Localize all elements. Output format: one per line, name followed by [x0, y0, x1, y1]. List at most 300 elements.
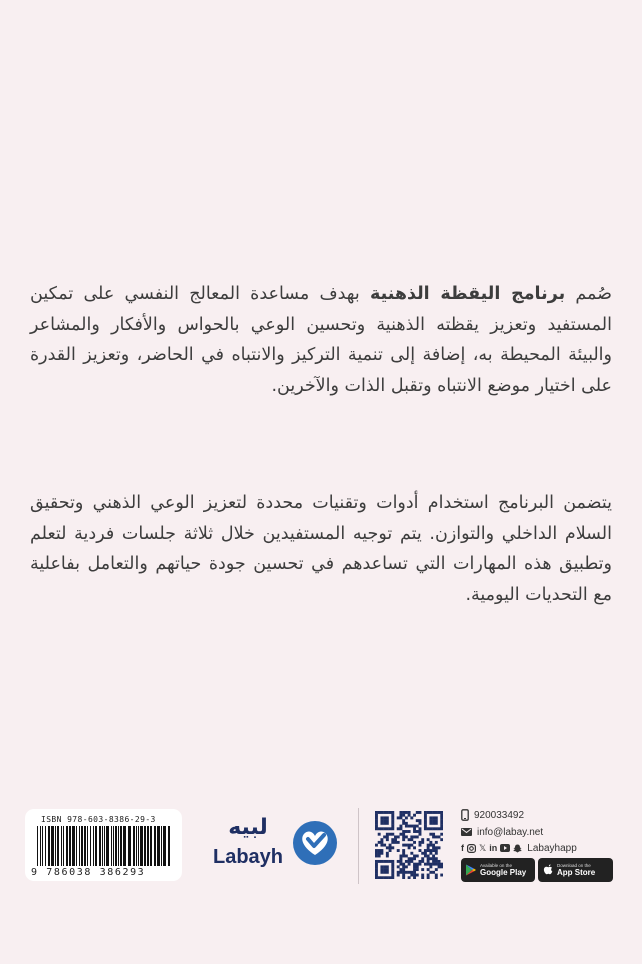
qr-module: [378, 827, 381, 830]
qr-module: [380, 819, 383, 822]
barcode-bar: [79, 826, 80, 866]
qr-module: [440, 865, 443, 868]
qr-module: [419, 830, 422, 833]
qr-module: [391, 819, 394, 822]
qr-module: [419, 860, 422, 863]
qr-module: [380, 849, 383, 852]
qr-module: [421, 841, 424, 844]
qr-module: [416, 855, 419, 858]
app-store-label: App Store: [557, 868, 596, 877]
qr-module: [440, 814, 443, 817]
qr-module: [389, 860, 392, 863]
qr-module: [391, 868, 394, 871]
barcode-bar: [42, 826, 43, 866]
qr-module: [440, 827, 443, 830]
qr-module: [397, 860, 400, 863]
qr-module: [410, 857, 413, 860]
qr-module: [427, 827, 430, 830]
labayh-logo-icon: [291, 819, 339, 867]
qr-module: [383, 860, 386, 863]
qr-module: [399, 860, 402, 863]
qr-module: [416, 835, 419, 838]
qr-module: [380, 811, 383, 814]
qr-module: [375, 876, 378, 879]
qr-module: [399, 816, 402, 819]
qr-module: [408, 846, 411, 849]
google-play-label: Google Play: [480, 868, 527, 877]
qr-module: [427, 855, 430, 858]
qr-module: [397, 865, 400, 868]
qr-module: [413, 830, 416, 833]
qr-module: [375, 874, 378, 877]
qr-module: [432, 857, 435, 860]
qr-module: [402, 838, 405, 841]
qr-module: [399, 814, 402, 817]
qr-module: [402, 863, 405, 866]
qr-module: [413, 835, 416, 838]
contact-social[interactable]: [461, 840, 577, 856]
qr-module: [438, 863, 441, 866]
qr-module: [383, 816, 386, 819]
barcode-bar: [90, 826, 91, 866]
barcode-bar: [76, 826, 77, 866]
qr-module: [402, 844, 405, 847]
qr-module: [438, 811, 441, 814]
qr-module: [386, 833, 389, 836]
qr-module: [402, 868, 405, 871]
barcode-bar: [72, 826, 75, 866]
qr-module: [380, 844, 383, 847]
qr-module: [421, 857, 424, 860]
barcode-bar: [111, 826, 112, 866]
publisher-name-latin: Labayh: [212, 846, 284, 868]
barcode-bar: [136, 826, 137, 866]
app-store-small: Download on the: [557, 863, 591, 868]
qr-module: [402, 871, 405, 874]
qr-module: [391, 874, 394, 877]
qr-module: [386, 838, 389, 841]
qr-module: [399, 857, 402, 860]
qr-module: [427, 849, 430, 852]
qr-module: [424, 855, 427, 858]
qr-module: [432, 819, 435, 822]
qr-module: [389, 833, 392, 836]
qr-module: [419, 841, 422, 844]
divider: [358, 808, 359, 884]
qr-module: [380, 816, 383, 819]
qr-module: [389, 846, 392, 849]
qr-module: [435, 857, 438, 860]
qr-module: [380, 860, 383, 863]
qr-module: [380, 841, 383, 844]
barcode-bar: [144, 826, 146, 866]
qr-module: [432, 860, 435, 863]
qr-module: [380, 871, 383, 874]
qr-module: [405, 871, 408, 874]
qr-module: [391, 865, 394, 868]
qr-module: [413, 825, 416, 828]
qr-module: [394, 838, 397, 841]
qr-module: [410, 838, 413, 841]
qr-module: [383, 868, 386, 871]
qr-module: [440, 833, 443, 836]
qr-module: [435, 811, 438, 814]
qr-module: [432, 827, 435, 830]
google-play-small: Available on the: [480, 863, 512, 868]
qr-module: [440, 822, 443, 825]
barcode-bar: [55, 826, 56, 866]
qr-module: [429, 871, 432, 874]
contact-email[interactable]: [461, 824, 543, 840]
qr-module: [386, 860, 389, 863]
qr-module: [429, 816, 432, 819]
qr-module: [419, 863, 422, 866]
barcode-bar: [57, 826, 59, 866]
qr-module: [380, 876, 383, 879]
qr-module: [383, 822, 386, 825]
qr-module: [378, 876, 381, 879]
qr-module: [380, 865, 383, 868]
qr-module: [413, 841, 416, 844]
qr-module: [402, 876, 405, 879]
qr-module: [440, 825, 443, 828]
barcode-bar: [93, 826, 94, 866]
qr-module: [429, 865, 432, 868]
qr-module: [413, 827, 416, 830]
qr-module: [429, 822, 432, 825]
qr-module: [432, 849, 435, 852]
qr-module: [391, 841, 394, 844]
barcode-bars: [37, 826, 171, 866]
barcode-bar: [40, 826, 41, 866]
qr-module: [380, 827, 383, 830]
qr-module: [380, 822, 383, 825]
barcode-bar: [113, 826, 114, 866]
qr-module: [405, 865, 408, 868]
qr-module: [383, 876, 386, 879]
barcode-bar: [69, 826, 71, 866]
barcode-bar: [106, 826, 109, 866]
barcode-bar: [147, 826, 149, 866]
barcode-bar: [37, 826, 38, 866]
qr-module: [432, 871, 435, 874]
qr-module: [424, 811, 427, 814]
qr-module: [421, 876, 424, 879]
qr-module: [408, 830, 411, 833]
qr-module: [389, 811, 392, 814]
barcode-bar: [95, 826, 97, 866]
barcode-bar: [168, 826, 170, 866]
qr-module: [394, 835, 397, 838]
barcode-bar: [150, 826, 152, 866]
qr-module: [397, 849, 400, 852]
qr-module: [416, 874, 419, 877]
qr-module: [432, 833, 435, 836]
qr-module: [402, 835, 405, 838]
qr-module: [391, 833, 394, 836]
qr-module: [438, 835, 441, 838]
qr-module: [429, 841, 432, 844]
qr-module: [405, 855, 408, 858]
qr-module: [386, 868, 389, 871]
qr-module: [432, 846, 435, 849]
qr-module: [421, 874, 424, 877]
qr-module: [402, 852, 405, 855]
qr-module: [408, 863, 411, 866]
qr-module: [375, 863, 378, 866]
barcode-digits: 9 786038 386293: [31, 867, 146, 878]
qr-module: [397, 871, 400, 874]
qr-module: [383, 865, 386, 868]
qr-module: [429, 811, 432, 814]
qr-module: [432, 822, 435, 825]
qr-module: [429, 849, 432, 852]
qr-module: [432, 835, 435, 838]
apple-icon: [543, 864, 554, 876]
qr-module: [435, 852, 438, 855]
qr-module: [383, 827, 386, 830]
qr-module: [399, 871, 402, 874]
paragraph-intro: [30, 279, 612, 401]
qr-code[interactable]: [375, 811, 443, 879]
qr-module: [419, 819, 422, 822]
qr-module: [375, 827, 378, 830]
qr-module: [416, 825, 419, 828]
qr-module: [416, 819, 419, 822]
barcode-bar: [51, 826, 54, 866]
barcode-bar: [81, 826, 83, 866]
qr-module: [386, 816, 389, 819]
barcode-bar: [48, 826, 50, 866]
qr-module: [375, 855, 378, 858]
qr-module: [397, 874, 400, 877]
qr-module: [427, 846, 430, 849]
qr-module: [416, 811, 419, 814]
qr-module: [399, 825, 402, 828]
qr-module: [427, 874, 430, 877]
para1-rest: بهدف مساعدة المعالج النفسي على تمكين المستفيد وتعزيز يقظته الذهنية وتحسين الوعي بالحواس والأفكار والمشاعر والبيئة المحيطة به، إضافة إلى تنمية التركيز والانتباه في الحاضر، وتعزيز القدرة على اختيار موضع الانتباه وتقبل الذات والآخرين.: [30, 284, 612, 396]
qr-module: [435, 868, 438, 871]
barcode-bar: [138, 826, 139, 866]
qr-module: [405, 816, 408, 819]
qr-module: [408, 860, 411, 863]
qr-module: [413, 868, 416, 871]
barcode-bar: [161, 826, 162, 866]
qr-module: [435, 822, 438, 825]
qr-module: [410, 835, 413, 838]
qr-module: [391, 822, 394, 825]
qr-module: [410, 871, 413, 874]
qr-module: [427, 863, 430, 866]
qr-module: [375, 852, 378, 855]
qr-module: [424, 816, 427, 819]
qr-module: [410, 825, 413, 828]
qr-module: [419, 811, 422, 814]
qr-module: [410, 860, 413, 863]
snapchat-icon: [513, 844, 522, 853]
qr-module: [402, 819, 405, 822]
google-play-badge[interactable]: [461, 858, 535, 882]
barcode-bar: [118, 826, 119, 866]
email-address: info@labay.net: [477, 826, 544, 838]
qr-module: [438, 860, 441, 863]
qr-module: [435, 827, 438, 830]
qr-module: [408, 811, 411, 814]
qr-module: [440, 838, 443, 841]
qr-module: [410, 852, 413, 855]
qr-module: [421, 852, 424, 855]
qr-module: [419, 822, 422, 825]
qr-module: [386, 865, 389, 868]
qr-module: [386, 871, 389, 874]
qr-module: [375, 865, 378, 868]
qr-module: [391, 814, 394, 817]
barcode-bar: [66, 826, 68, 866]
qr-module: [432, 844, 435, 847]
qr-module: [413, 846, 416, 849]
isbn-number: ISBN 978-603-8386-29-3: [41, 815, 156, 824]
qr-module: [389, 876, 392, 879]
qr-module: [427, 876, 430, 879]
qr-module: [419, 827, 422, 830]
qr-module: [424, 852, 427, 855]
isbn-barcode: [25, 809, 182, 881]
qr-module: [378, 833, 381, 836]
qr-module: [397, 816, 400, 819]
qr-module: [424, 849, 427, 852]
qr-module: [429, 819, 432, 822]
barcode-bar: [115, 826, 117, 866]
qr-module: [389, 844, 392, 847]
qr-module: [435, 819, 438, 822]
qr-module: [421, 838, 424, 841]
qr-module: [386, 876, 389, 879]
qr-module: [375, 811, 378, 814]
qr-module: [440, 863, 443, 866]
qr-module: [383, 871, 386, 874]
qr-module: [413, 855, 416, 858]
qr-module: [380, 838, 383, 841]
qr-module: [435, 876, 438, 879]
qr-module: [429, 844, 432, 847]
qr-module: [438, 846, 441, 849]
qr-module: [386, 852, 389, 855]
qr-module: [391, 863, 394, 866]
qr-module: [408, 871, 411, 874]
barcode-bar: [61, 826, 62, 866]
qr-module: [380, 852, 383, 855]
qr-module: [435, 849, 438, 852]
qr-module: [427, 868, 430, 871]
qr-module: [386, 827, 389, 830]
qr-module: [435, 860, 438, 863]
qr-module: [408, 825, 411, 828]
qr-module: [378, 849, 381, 852]
qr-module: [386, 811, 389, 814]
qr-module: [383, 844, 386, 847]
qr-module: [427, 857, 430, 860]
qr-module: [399, 833, 402, 836]
qr-module: [386, 835, 389, 838]
qr-module: [405, 822, 408, 825]
app-store-badge[interactable]: [538, 858, 613, 882]
qr-module: [408, 857, 411, 860]
barcode-bar: [123, 826, 126, 866]
qr-module: [389, 827, 392, 830]
qr-module: [410, 816, 413, 819]
qr-module: [424, 825, 427, 828]
paragraph-details: يتضمن البرنامج استخدام أدوات وتقنيات محددة لتعزيز الوعي الذهني وتحقيق السلام الداخلي والتوازن. يتم توجيه المستفيدين خلال ثلاثة جلسات فردية لتعلم وتطبيق هذه المهارات التي تساعدهم في تحسين جودة حياتهم والتعامل بفاعلية مع التحديات اليومية.: [30, 493, 612, 605]
qr-module: [375, 825, 378, 828]
qr-module: [402, 874, 405, 877]
qr-module: [424, 863, 427, 866]
qr-module: [438, 827, 441, 830]
barcode-bar: [157, 826, 160, 866]
contact-phone[interactable]: [461, 807, 524, 823]
qr-module: [432, 816, 435, 819]
qr-module: [435, 874, 438, 877]
qr-module: [391, 827, 394, 830]
qr-module: [410, 844, 413, 847]
qr-module: [399, 868, 402, 871]
qr-module: [391, 846, 394, 849]
qr-module: [429, 833, 432, 836]
qr-module: [424, 827, 427, 830]
qr-module: [429, 852, 432, 855]
qr-module: [394, 841, 397, 844]
qr-module: [378, 811, 381, 814]
qr-module: [405, 860, 408, 863]
qr-module: [419, 849, 422, 852]
barcode-bar: [84, 826, 86, 866]
qr-module: [397, 841, 400, 844]
qr-module: [386, 819, 389, 822]
qr-module: [408, 876, 411, 879]
qr-module: [413, 857, 416, 860]
qr-module: [399, 855, 402, 858]
qr-module: [421, 868, 424, 871]
barcode-bar: [163, 826, 166, 866]
instagram-icon: [467, 844, 476, 853]
linkedin-icon: in: [489, 843, 498, 853]
qr-module: [391, 871, 394, 874]
qr-module: [391, 816, 394, 819]
qr-module: [413, 814, 416, 817]
qr-module: [429, 827, 432, 830]
qr-module: [380, 868, 383, 871]
program-name: برنامج اليقظة الذهنية: [369, 284, 566, 304]
qr-module: [440, 816, 443, 819]
qr-module: [405, 811, 408, 814]
social-handle: Labayhapp: [527, 842, 577, 854]
qr-module: [419, 844, 422, 847]
qr-module: [402, 849, 405, 852]
qr-module: [413, 863, 416, 866]
qr-module: [402, 855, 405, 858]
qr-module: [440, 874, 443, 877]
qr-module: [405, 830, 408, 833]
qr-module: [378, 841, 381, 844]
qr-module: [402, 822, 405, 825]
barcode-bar: [128, 826, 131, 866]
qr-module: [375, 819, 378, 822]
qr-module: [402, 865, 405, 868]
qr-module: [424, 819, 427, 822]
qr-module: [427, 838, 430, 841]
qr-module: [378, 860, 381, 863]
qr-module: [413, 876, 416, 879]
qr-module: [391, 825, 394, 828]
